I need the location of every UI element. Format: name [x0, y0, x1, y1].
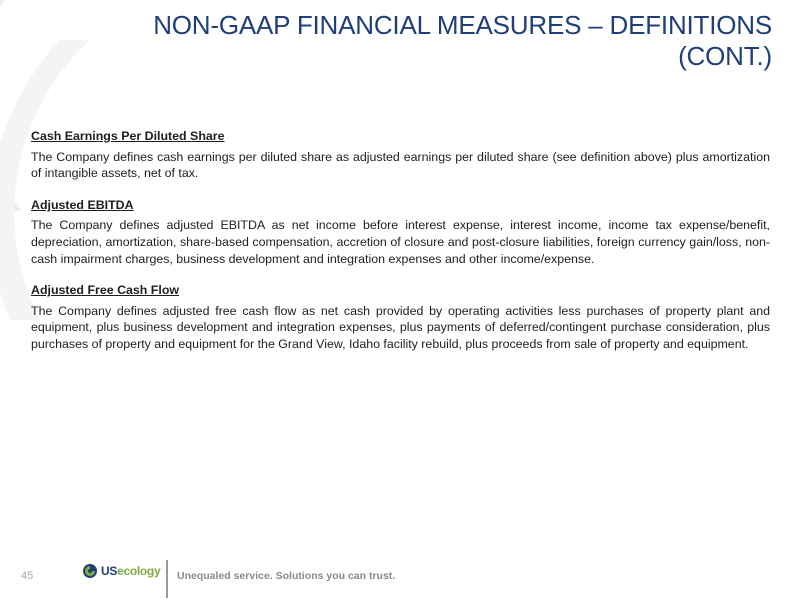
- slide-title: [52, 10, 772, 72]
- section-body: The Company defines adjusted free cash flow as net cash provided by operating activities less purchases of property plant and equipment, plus business development and integration expenses, plus payments of deferred/contingent purchase consideration, plus purchases of property and equipment for the Grand View, Idaho facility rebuild, plus proceeds from sale of property and equipment.: [31, 303, 770, 351]
- logo-us: US: [101, 564, 118, 578]
- logo-ecology: ecology: [117, 564, 161, 578]
- slide-title-line2: (CONT.): [678, 41, 772, 71]
- page-number: 45: [21, 570, 34, 582]
- footer-tagline: Unequaled service. Solutions you can trust.: [177, 570, 396, 582]
- section-heading: Adjusted EBITDA: [31, 197, 134, 212]
- section-heading: Cash Earnings Per Diluted Share: [31, 129, 225, 143]
- definitions-content: [31, 128, 770, 368]
- footer-divider: [166, 560, 168, 598]
- us-ecology-logo-icon: [82, 563, 98, 579]
- logo-wordmark: [101, 564, 160, 578]
- company-logo: [82, 563, 160, 579]
- section-cash-earnings: [31, 128, 770, 182]
- section-adjusted-ebitda: [31, 197, 770, 267]
- section-body: The Company defines adjusted EBITDA as net income before interest expense, interest income, income tax expense/benefit, depreciation, amortization, share-based compensation, accretion of closure and post-closure liabilities, foreign currency gain/loss, non-cash impairment charges, business development and integration expenses and other income/expense.: [31, 218, 770, 266]
- section-heading: Adjusted Free Cash Flow: [31, 283, 180, 298]
- slide-title-line1: NON-GAAP FINANCIAL MEASURES – DEFINITIONS: [153, 10, 772, 40]
- section-body: The Company defines cash earnings per diluted share as adjusted earnings per diluted share (see definition above) plus amortization of intangible assets, net of tax.: [31, 149, 770, 181]
- section-adjusted-free-cash-flow: [31, 282, 770, 352]
